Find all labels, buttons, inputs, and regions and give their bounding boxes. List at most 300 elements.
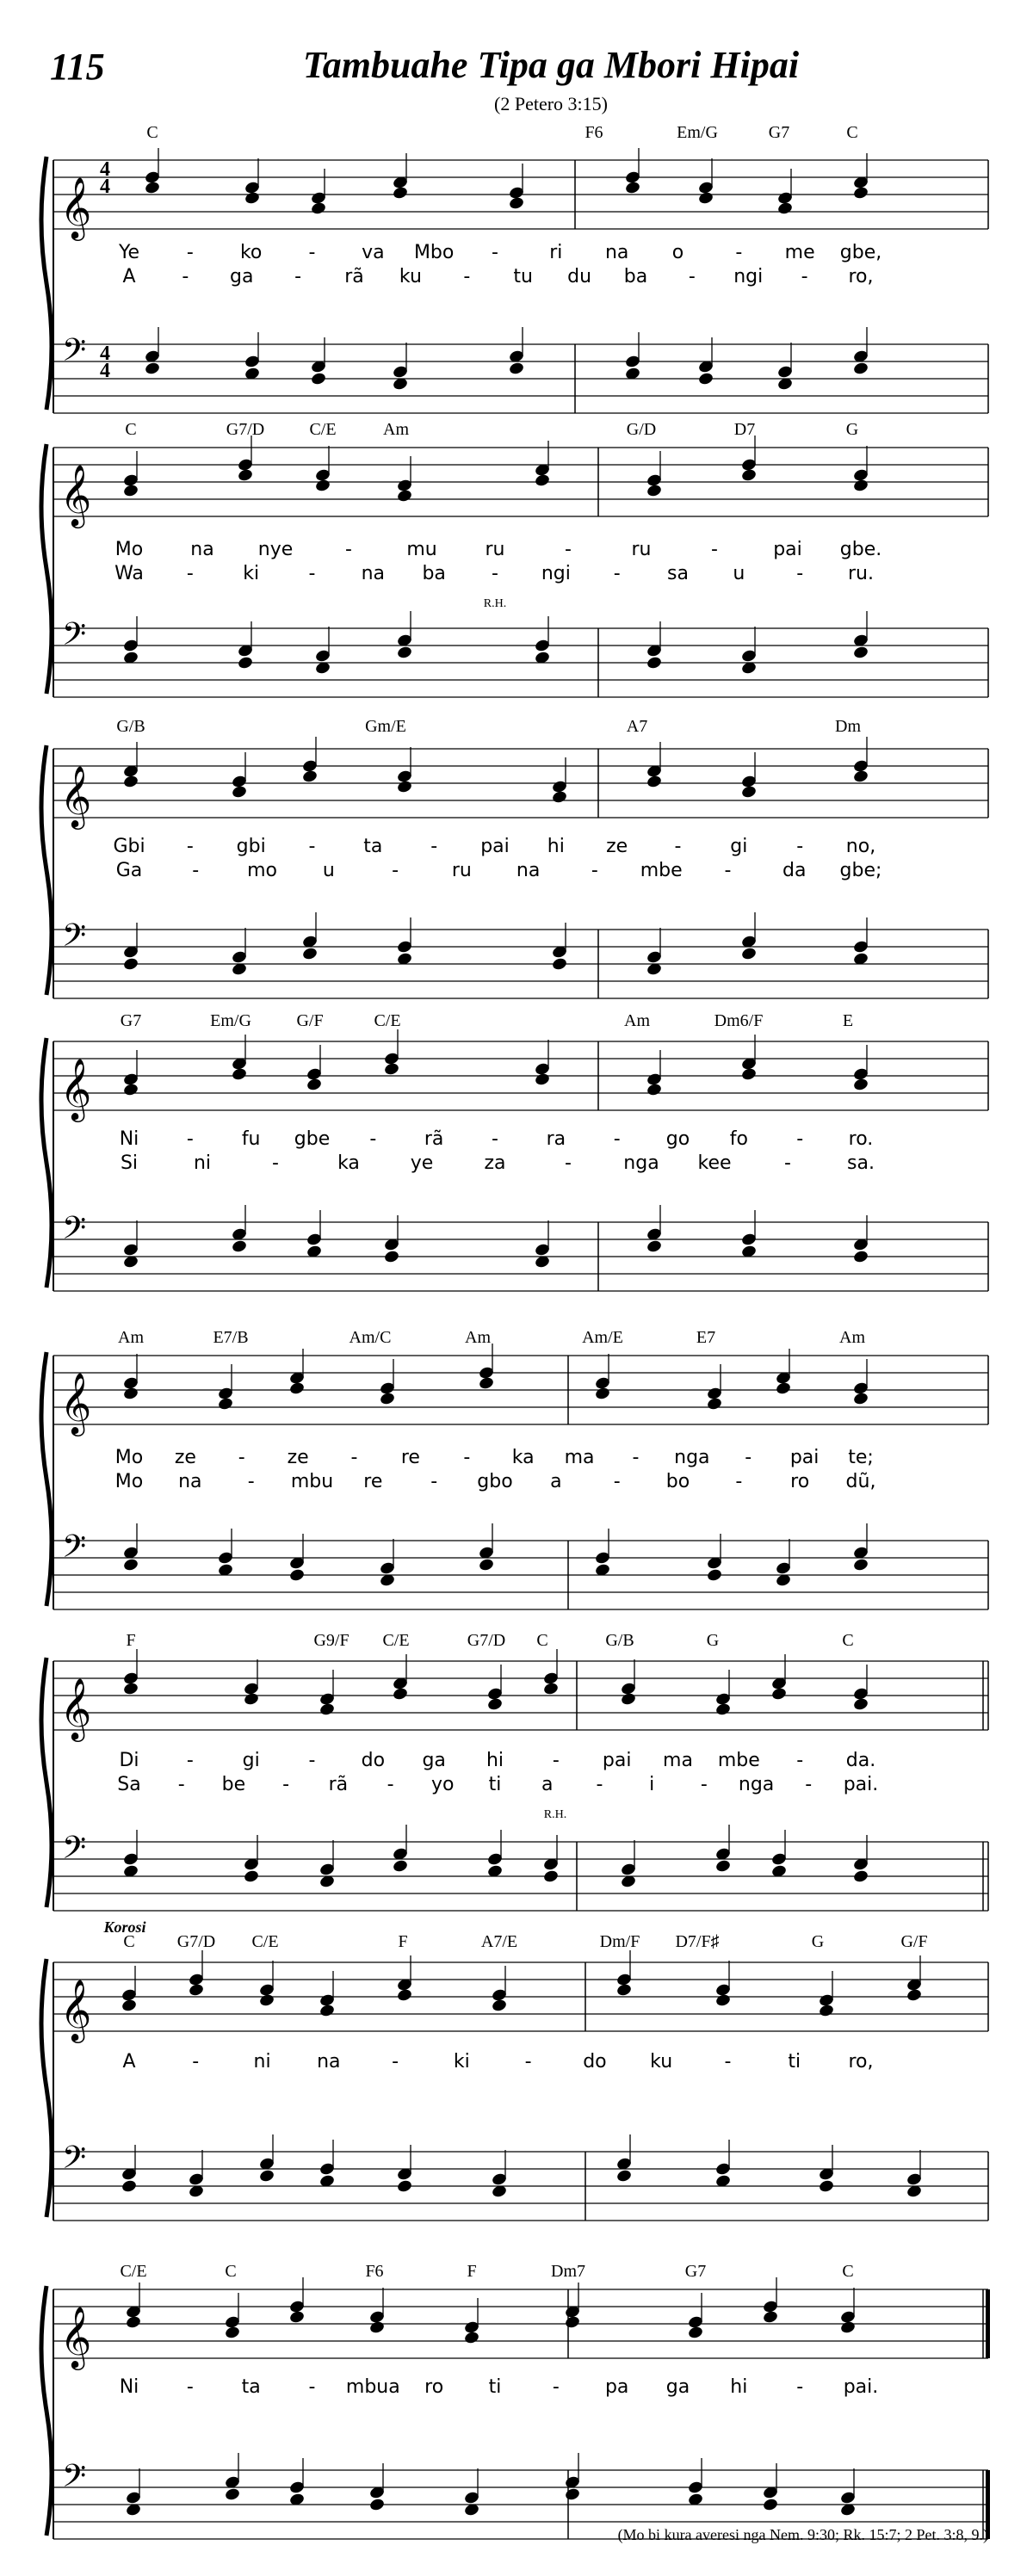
chord-symbol: C xyxy=(842,1631,854,1650)
lyric-verse-1: - xyxy=(430,836,438,857)
lyric-verse-2: ki xyxy=(243,563,260,584)
treble-note xyxy=(319,1702,335,1717)
treble-clef-icon: 𝄞 xyxy=(59,1371,92,1434)
treble-note xyxy=(478,1376,494,1391)
treble-note xyxy=(396,1988,412,2003)
lyric-verse-2: - xyxy=(613,1471,621,1492)
treble-note xyxy=(534,1072,550,1087)
chord-symbol: Dm xyxy=(835,717,861,736)
lyric-verse-1: na xyxy=(317,2051,341,2073)
system-bracket xyxy=(41,2286,52,2536)
bass-note xyxy=(714,1859,731,1874)
lyric-verse-1: - xyxy=(524,2051,532,2073)
lyric-verse-1: ra xyxy=(546,1128,566,1150)
lyric-verse-2: ka xyxy=(337,1152,360,1174)
lyric-verse-1: - xyxy=(796,2376,804,2398)
chord-symbol: C xyxy=(225,2262,237,2281)
treble-note xyxy=(121,1998,137,2013)
treble-note xyxy=(144,181,160,195)
chord-symbol: Am xyxy=(624,1011,650,1030)
bass-note xyxy=(224,2487,240,2502)
lyric-verse-2: mbe xyxy=(640,860,683,881)
chord-symbol: G xyxy=(811,1932,825,1951)
treble-note xyxy=(368,2320,385,2335)
lyric-verse-1: - xyxy=(735,242,743,263)
lyric-verse-1: ze xyxy=(174,1447,196,1468)
system-bracket xyxy=(41,1352,52,1606)
lyric-verse-2: - xyxy=(392,860,399,881)
treble-note xyxy=(624,181,640,195)
lyric-verse-1: fu xyxy=(241,1128,261,1150)
treble-note xyxy=(620,1692,636,1707)
system-bracket xyxy=(41,444,52,694)
time-signature: 4 xyxy=(100,343,110,365)
bass-clef-icon: 𝄢 xyxy=(61,1529,87,1572)
treble-note xyxy=(646,775,662,789)
lyric-verse-2: u xyxy=(322,860,335,881)
lyric-verse-1: pai xyxy=(789,1447,820,1468)
chord-symbol: Am xyxy=(383,420,409,439)
system-bracket xyxy=(41,745,52,995)
treble-note xyxy=(542,1682,559,1696)
bass-clef-icon: 𝄢 xyxy=(61,332,87,376)
lyric-verse-1: gbi xyxy=(236,836,266,857)
lyric-verse-2: nga xyxy=(738,1774,775,1795)
treble-note xyxy=(258,1993,275,2008)
treble-note xyxy=(396,780,412,794)
lyric-verse-1: da. xyxy=(845,1750,876,1771)
lyric-verse-2: - xyxy=(186,563,194,584)
treble-note xyxy=(301,769,318,784)
lyric-verse-1: ze xyxy=(287,1447,309,1468)
chord-symbol: C/E xyxy=(309,420,337,439)
lyric-verse-2: mo xyxy=(247,860,277,881)
chord-symbol: C xyxy=(125,420,137,439)
treble-note xyxy=(770,1687,787,1702)
lyric-verse-2: ni xyxy=(193,1152,212,1174)
lyric-verse-2: Wa xyxy=(114,563,144,584)
lyric-verse-1: Ye xyxy=(118,242,140,263)
chord-symbol: G/F xyxy=(900,1932,928,1951)
lyric-verse-2: - xyxy=(492,563,498,584)
treble-note xyxy=(392,1687,408,1702)
bass-note xyxy=(818,2179,834,2194)
lyric-verse-1: Di xyxy=(119,1750,139,1771)
system-bracket xyxy=(41,1658,52,1907)
treble-note xyxy=(383,1062,399,1077)
treble-note xyxy=(852,1078,869,1092)
chord-symbol: F xyxy=(467,2262,477,2281)
treble-note xyxy=(906,1988,922,2003)
chord-symbol: E7 xyxy=(696,1328,716,1347)
lyric-verse-1: - xyxy=(632,1447,640,1468)
time-signature: 4 xyxy=(100,360,110,382)
lyric-verse-1: - xyxy=(796,1750,804,1771)
chord-symbol: F6 xyxy=(365,2262,384,2281)
treble-note xyxy=(217,1397,233,1412)
chord-symbol: D7/F♯ xyxy=(675,1932,720,1951)
lyric-verse-2: ku xyxy=(399,266,422,287)
lyric-verse-1: - xyxy=(492,242,498,263)
lyric-verse-2: - xyxy=(192,860,200,881)
lyric-verse-1: nye xyxy=(257,539,294,560)
lyric-verse-1: Gbi xyxy=(113,836,145,857)
lyric-verse-1: va xyxy=(362,242,385,263)
system-7 xyxy=(41,1950,988,2221)
lyric-verse-1: gi xyxy=(242,1750,260,1771)
treble-note xyxy=(818,2004,834,2018)
lyric-verse-2: - xyxy=(294,266,302,287)
chord-symbol: Dm/F xyxy=(599,1932,640,1951)
treble-note xyxy=(392,186,408,201)
lyric-verse-1: - xyxy=(308,2376,316,2398)
lyric-verse-2: ru. xyxy=(848,563,874,584)
bass-note xyxy=(697,372,714,386)
bass-note xyxy=(396,646,412,660)
lyric-verse-2: pai. xyxy=(843,1774,879,1795)
chord-symbol: Am/E xyxy=(582,1328,623,1347)
lyric-verse-1: - xyxy=(492,1128,498,1150)
treble-note xyxy=(697,191,714,206)
chord-symbol: D7 xyxy=(733,420,756,439)
lyric-verse-2: u xyxy=(733,563,745,584)
bass-note xyxy=(615,2169,632,2184)
lyric-verse-1: - xyxy=(552,1750,560,1771)
lyric-verse-1: na xyxy=(190,539,214,560)
lyric-verse-2: dũ, xyxy=(845,1471,876,1492)
bass-note xyxy=(301,947,318,961)
lyric-verse-2: ngi xyxy=(733,266,764,287)
treble-note xyxy=(706,1397,722,1412)
treble-note xyxy=(231,785,247,800)
lyric-verse-2: da xyxy=(782,860,807,881)
lyric-verse-2: kee xyxy=(697,1152,732,1174)
treble-note xyxy=(564,2315,580,2330)
chord-symbol: C/E xyxy=(251,1932,279,1951)
chord-symbol: Dm6/F xyxy=(714,1011,764,1030)
chord-symbol: G7/D xyxy=(176,1932,216,1951)
lyric-verse-2: ti xyxy=(488,1774,502,1795)
chord-symbol: Gm/E xyxy=(365,717,406,736)
lyric-verse-1: - xyxy=(186,1128,194,1150)
treble-note xyxy=(714,1702,731,1717)
bass-note xyxy=(383,1250,399,1264)
treble-note xyxy=(740,785,757,800)
lyric-verse-1: - xyxy=(369,1128,377,1150)
chord-symbol: C xyxy=(846,123,858,142)
treble-note xyxy=(231,1067,247,1082)
lyric-verse-1: me xyxy=(784,242,815,263)
lyric-verse-2: - xyxy=(735,1471,743,1492)
lyric-verse-2: ngi xyxy=(541,563,571,584)
bass-note xyxy=(551,957,567,972)
bass-note xyxy=(121,2179,137,2194)
lyric-verse-1: A xyxy=(122,2051,136,2073)
lyric-verse-2: ba xyxy=(422,563,446,584)
lyric-verse-1: gbe. xyxy=(839,539,882,560)
lyric-verse-2: du xyxy=(567,266,592,287)
treble-clef-icon: 𝄞 xyxy=(59,1057,92,1120)
lyric-verse-1: pai xyxy=(602,1750,632,1771)
treble-note xyxy=(244,191,260,206)
lyric-verse-1: - xyxy=(392,2051,399,2073)
lyric-verse-2: ro, xyxy=(848,266,874,287)
system-bracket xyxy=(41,1959,52,2217)
lyric-verse-1: hi xyxy=(730,2376,748,2398)
lyric-verse-1: pai xyxy=(773,539,802,560)
lyric-verse-1: nga xyxy=(674,1447,710,1468)
lyric-verse-1: pai xyxy=(480,836,510,857)
chord-symbol: G/F xyxy=(296,1011,324,1030)
bass-note xyxy=(740,947,757,961)
final-barline xyxy=(986,2289,990,2358)
treble-clef-icon: 𝄞 xyxy=(59,764,92,827)
lyric-verse-1: ro, xyxy=(848,2051,874,2073)
lyric-verse-2: gbo xyxy=(477,1471,513,1492)
bass-note xyxy=(646,1239,662,1254)
lyric-verse-1: hi xyxy=(486,1750,504,1771)
bass-note xyxy=(564,2487,580,2502)
lyric-verse-1: ku xyxy=(650,2051,673,2073)
chord-symbol: G9/F xyxy=(313,1631,349,1650)
lyric-verse-2: - xyxy=(784,1152,791,1174)
chord-symbol: G xyxy=(845,420,859,439)
hymn-title: Tambuahe Tipa ga Mbori Hipai xyxy=(302,44,800,86)
lyric-verse-1: - xyxy=(613,1128,621,1150)
treble-note xyxy=(306,1078,322,1092)
bass-note xyxy=(396,2179,412,2194)
chord-symbol: F xyxy=(398,1932,408,1951)
lyric-verse-2: tu xyxy=(513,266,533,287)
treble-note xyxy=(122,1083,139,1097)
lyric-verse-1: ti xyxy=(488,2376,502,2398)
treble-note xyxy=(288,2310,305,2325)
lyric-verse-2: bo xyxy=(665,1471,690,1492)
treble-note xyxy=(646,484,662,498)
lyric-verse-2: mbu xyxy=(290,1471,334,1492)
chord-symbol: G7 xyxy=(768,123,790,142)
bass-note xyxy=(144,361,160,376)
lyric-verse-1: ri xyxy=(549,242,563,263)
lyric-verse-2: na xyxy=(361,563,386,584)
treble-note xyxy=(775,1381,791,1396)
lyric-verse-1: - xyxy=(796,1128,804,1150)
lyric-verse-2: ga xyxy=(230,266,254,287)
lyric-verse-1: re xyxy=(400,1447,420,1468)
bass-note xyxy=(852,361,869,376)
treble-note xyxy=(243,1692,259,1707)
treble-note xyxy=(486,1697,503,1712)
lyric-verse-2: ye xyxy=(410,1152,434,1174)
chord-symbol: C xyxy=(146,123,158,142)
treble-note xyxy=(740,1067,757,1082)
lyric-verse-1: gi xyxy=(730,836,748,857)
chord-symbol: E xyxy=(842,1011,854,1030)
treble-note xyxy=(714,1993,731,2008)
chord-symbol: F6 xyxy=(585,123,603,142)
lyric-verse-1: ta xyxy=(363,836,383,857)
lyric-verse-1: - xyxy=(350,1447,358,1468)
lyric-verse-1: gbe xyxy=(294,1128,331,1150)
chord-symbol: Dm7 xyxy=(551,2262,585,2281)
lyric-verse-1: Ni xyxy=(119,2376,139,2398)
lyric-verse-1: o xyxy=(671,242,684,263)
lyric-verse-1: ma xyxy=(663,1750,693,1771)
lyric-verse-2: A xyxy=(122,266,136,287)
treble-note xyxy=(852,1392,869,1406)
lyric-verse-2: re xyxy=(363,1471,383,1492)
treble-note xyxy=(534,473,550,488)
bass-note xyxy=(646,656,662,670)
lyric-verse-1: ga xyxy=(422,1750,446,1771)
lyric-verse-2: - xyxy=(308,563,316,584)
lyric-verse-1: ru xyxy=(485,539,505,560)
chord-symbol: F xyxy=(126,1631,136,1650)
scripture-reference: (2 Petero 3:15) xyxy=(494,93,608,114)
bass-note xyxy=(368,2498,385,2512)
hymn-number: 115 xyxy=(50,46,105,88)
lyric-verse-1: rã xyxy=(424,1128,444,1150)
bass-note xyxy=(478,1558,494,1572)
lyric-verse-2: a xyxy=(550,1471,562,1492)
lyric-verse-1: go xyxy=(665,1128,690,1150)
chord-symbol: G/D xyxy=(626,420,657,439)
chord-symbol: G/B xyxy=(116,717,145,736)
treble-note xyxy=(288,1381,305,1396)
lyric-verse-1: ta xyxy=(241,2376,261,2398)
lyric-verse-1: ma xyxy=(564,1447,595,1468)
chord-symbol: G7/D xyxy=(226,420,265,439)
lyric-verse-1: - xyxy=(463,1447,471,1468)
bass-note xyxy=(237,656,253,670)
lyric-verse-1: - xyxy=(552,2376,560,2398)
bass-clef-icon: 𝄢 xyxy=(61,1830,87,1874)
lyric-verse-2: - xyxy=(177,1774,185,1795)
lyric-verse-1: ka xyxy=(511,1447,535,1468)
bass-note xyxy=(243,1869,259,1884)
bass-note xyxy=(852,1869,869,1884)
treble-note xyxy=(594,1387,610,1401)
bass-note xyxy=(852,1250,869,1264)
chord-symbol: C/E xyxy=(374,1011,401,1030)
lyric-verse-2: ru xyxy=(451,860,472,881)
bass-note xyxy=(508,361,524,376)
bass-note xyxy=(852,1558,869,1572)
lyric-verse-1: - xyxy=(674,836,682,857)
lyric-verse-2: - xyxy=(182,266,189,287)
chord-symbol: E7/B xyxy=(213,1328,249,1347)
lyric-verse-2: - xyxy=(688,266,696,287)
lyric-verse-1: - xyxy=(308,242,316,263)
bass-note xyxy=(310,372,326,386)
lyric-verse-2: Mo xyxy=(114,1471,144,1492)
lyric-verse-2: - xyxy=(247,1471,255,1492)
lyric-verse-2: gbe; xyxy=(839,860,882,881)
chord-symbol: A7 xyxy=(626,717,648,736)
treble-note xyxy=(122,1682,139,1696)
lyric-verse-1: - xyxy=(308,836,316,857)
treble-note xyxy=(615,1983,632,1998)
chord-symbol: C xyxy=(842,2262,854,2281)
treble-note xyxy=(687,2326,703,2340)
chord-symbol: C/E xyxy=(120,2262,147,2281)
treble-clef-icon: 𝄞 xyxy=(59,463,92,526)
treble-note xyxy=(188,1983,204,1998)
lyric-verse-1: Mo xyxy=(114,539,144,560)
lyric-verse-2: na xyxy=(516,860,541,881)
bass-note xyxy=(852,646,869,660)
lyric-verse-2: na xyxy=(178,1471,202,1492)
treble-note xyxy=(310,201,326,216)
treble-note xyxy=(852,1697,869,1712)
lyric-verse-1: ti xyxy=(788,2051,801,2073)
lyric-verse-1: - xyxy=(186,1750,194,1771)
bass-clef-icon: 𝄢 xyxy=(61,1210,87,1254)
lyric-verse-2: nga xyxy=(623,1152,659,1174)
footnote: (Mo bi kura averesi nga Nem. 9:30; Rk. 15:7; 2 Pet. 3:8, 9.) xyxy=(617,2526,988,2543)
bass-note xyxy=(231,1239,247,1254)
lyric-verse-2: - xyxy=(387,1774,394,1795)
treble-note xyxy=(762,2310,778,2325)
lyric-verse-2: a xyxy=(541,1774,554,1795)
treble-note xyxy=(508,196,524,211)
lyric-verse-1: pa xyxy=(604,2376,629,2398)
rh-label: R.H. xyxy=(483,597,507,610)
lyric-verse-1: ro xyxy=(424,2376,444,2398)
chord-symbol: C/E xyxy=(382,1631,410,1650)
lyric-verse-2: - xyxy=(282,1774,290,1795)
lyric-verse-2: - xyxy=(591,860,598,881)
bass-note xyxy=(122,1558,139,1572)
bass-clef-icon: 𝄢 xyxy=(61,917,87,961)
lyric-verse-1: te; xyxy=(848,1447,874,1468)
lyric-verse-2: - xyxy=(796,563,804,584)
lyric-verse-2: - xyxy=(430,1471,438,1492)
treble-note xyxy=(396,489,412,503)
lyric-verse-2: - xyxy=(700,1774,708,1795)
lyric-verse-1: - xyxy=(186,242,194,263)
lyric-verse-1: ru xyxy=(631,539,652,560)
lyric-verse-1: Mbo xyxy=(413,242,455,263)
treble-clef-icon: 𝄞 xyxy=(59,1978,92,2041)
bass-clef-icon: 𝄢 xyxy=(61,616,87,660)
lyric-verse-2: Ga xyxy=(115,860,143,881)
chord-symbol: Am xyxy=(839,1328,865,1347)
treble-note xyxy=(463,2331,479,2345)
lyric-verse-1: ze xyxy=(606,836,628,857)
treble-note xyxy=(852,186,869,201)
treble-note xyxy=(122,1387,139,1401)
lyric-verse-2: - xyxy=(801,266,808,287)
treble-note xyxy=(122,484,139,498)
chord-symbol: G7 xyxy=(684,2262,707,2281)
system-4 xyxy=(41,1029,988,1291)
bass-note xyxy=(392,1859,408,1874)
lyric-verse-2: ba xyxy=(623,266,648,287)
lyric-verse-1: - xyxy=(565,539,572,560)
treble-note xyxy=(491,1998,507,2013)
lyric-verse-2: - xyxy=(724,860,732,881)
chord-symbol: G7 xyxy=(120,1011,142,1030)
lyric-verse-1: - xyxy=(186,836,194,857)
treble-clef-icon: 𝄞 xyxy=(59,176,92,238)
bass-note xyxy=(762,2498,778,2512)
lyric-verse-2: ro xyxy=(790,1471,810,1492)
treble-note xyxy=(852,769,869,784)
lyric-verse-1: do xyxy=(361,1750,386,1771)
lyric-verse-1: ni xyxy=(253,2051,271,2073)
lyric-verse-2: Si xyxy=(120,1152,139,1174)
